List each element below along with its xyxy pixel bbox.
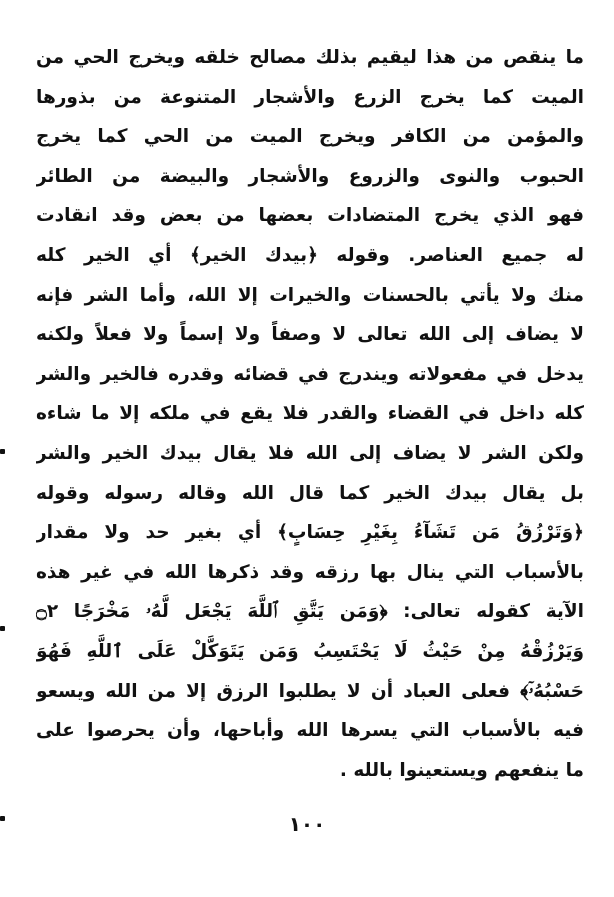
- quran-quote-line-1: ﴿وَتَرْزُقُ مَن تَشَآءُ بِغَيْرِ حِسَابٍ﴾ أي بغير حد ولا مقدار: [36, 522, 584, 544]
- text-line-3: والمؤمن من الكافر ويخرج الميت من الحي كما يخرج: [36, 126, 584, 148]
- text-line-6: له جميع العناصر. وقوله ﴿بيدك الخير﴾ أي الخير كله: [36, 244, 584, 266]
- text-line-5: فهو الذي يخرج المتضادات بعضها من بعض وقد انقادت: [36, 205, 584, 227]
- text-line-11: ولكن الشر لا يضاف إلى الله فلا يقال بيدك الخير والشر: [36, 442, 584, 464]
- page-body-text: [36, 38, 584, 790]
- text-line-17: حَسْبُهُۥٓ﴾ فعلى العباد أن لا يطلبوا الرزق إلا من الله ويسعو: [36, 680, 584, 702]
- text-line-7: منك ولا يأتي بالحسنات والخيرات إلا الله، وأما الشر فإنه: [36, 284, 584, 306]
- page-number: ١٠٠: [288, 812, 326, 836]
- scan-edge-mark: [0, 816, 5, 821]
- text-line-18: فيه بالأسباب التي يسرها الله وأباحها، وأن يحرصوا على: [36, 720, 584, 742]
- text-line-19: ما ينفعهم ويستعينوا بالله .: [339, 759, 584, 781]
- text-line-14: بالأسباب التي ينال بها رزقه وقد ذكرها الله في غير هذه: [36, 561, 584, 583]
- text-line-12: بل يقال بيدك الخير كما قال الله وقاله رسوله وقوله: [36, 482, 584, 504]
- text-line-2: الميت كما يخرج الزرع والأشجار المتنوعة من بذورها: [36, 86, 584, 108]
- text-line-9: يدخل في مفعولاته ويندرج في قضائه وقدره فالخير والشر: [36, 363, 584, 385]
- text-line-10: كله داخل في القضاء والقدر فلا يقع في ملكه إلا ما شاءه: [36, 403, 584, 425]
- quran-quote-line-2: الآية كقوله تعالى: ﴿وَمَن يَتَّقِ ٱللَّهَ يَجْعَل لَّهُۥ مَخْرَجًا ۝٢: [36, 601, 584, 623]
- text-line-4: الحبوب والنوى والزروع والأشجار والبيضة من الطائر: [36, 165, 584, 187]
- scan-edge-mark: [0, 449, 5, 454]
- text-line-8: لا يضاف إلى الله تعالى لا وصفاً ولا إسماً ولا فعلاً ولكنه: [36, 324, 584, 346]
- scan-edge-mark: [0, 626, 5, 631]
- text-line-1: ما ينقص من هذا ليقيم بذلك مصالح خلقه ويخرج الحي من: [36, 47, 584, 68]
- quran-quote-line-3: وَيَرْزُقْهُ مِنْ حَيْثُ لَا يَحْتَسِبُ وَمَن يَتَوَكَّلْ عَلَى ٱللَّهِ فَهُوَ: [36, 640, 584, 662]
